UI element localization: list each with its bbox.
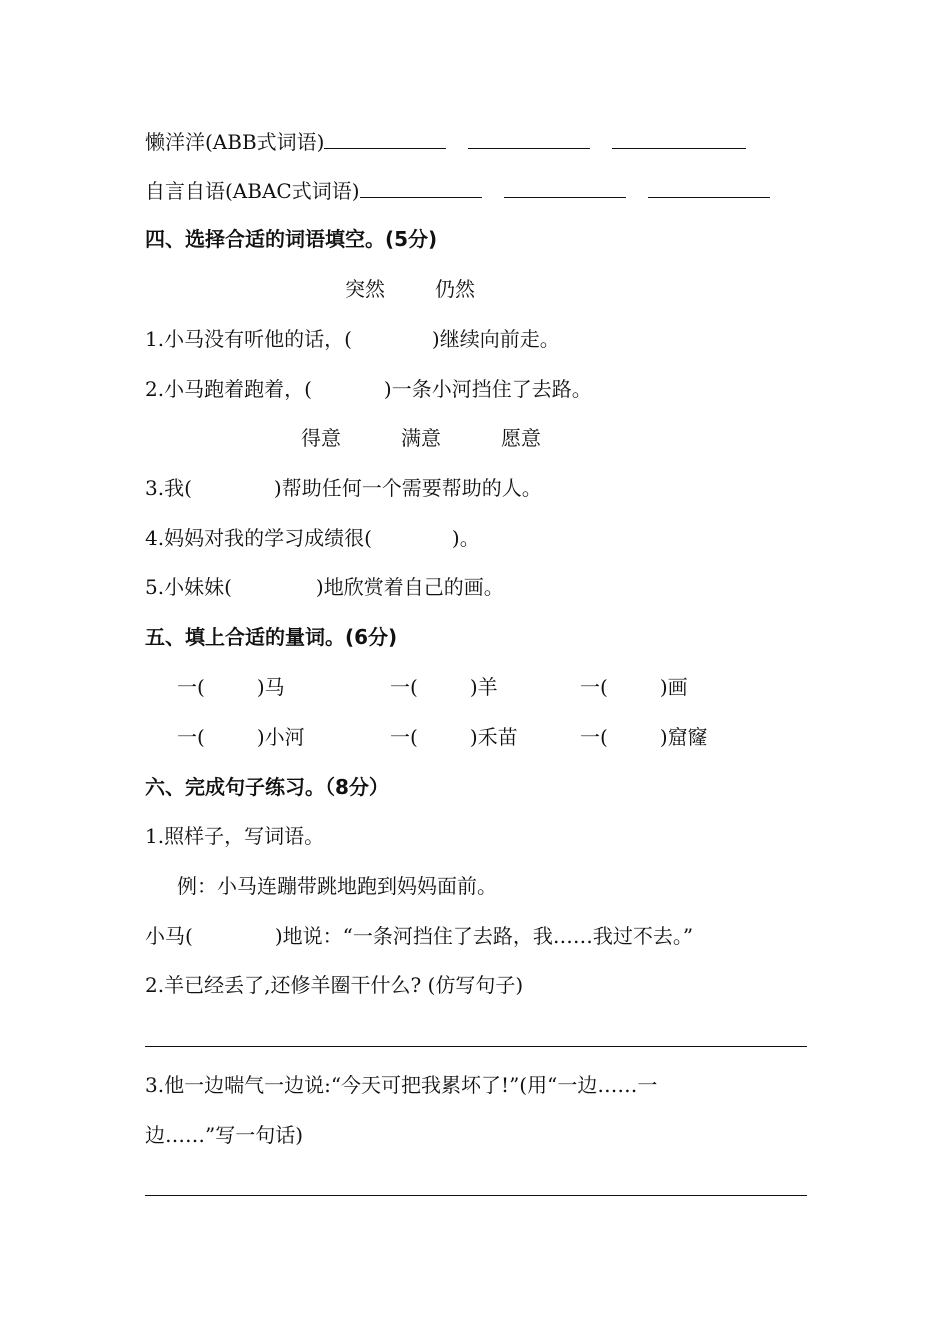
answer-blank[interactable] — [504, 175, 626, 198]
section6-q1-title: 1.照样子，写词语。 — [145, 824, 325, 848]
item-text: )小河 — [256, 725, 305, 749]
section6-q2: 2.羊已经丢了,还修羊圈干什么? (仿写句子) — [145, 973, 524, 997]
section6-q1-answer — [145, 921, 693, 951]
question-text: )。 — [451, 526, 480, 550]
question-text: 4.妈妈对我的学习成绩很( — [145, 526, 372, 550]
section6-q3-line2: 边……”写一句话) — [145, 1123, 304, 1147]
answer-blank[interactable] — [360, 175, 482, 198]
question-text: 2.小马跑着跑着，( — [145, 377, 312, 401]
measure-item — [177, 672, 285, 702]
word-option: 愿意 — [501, 426, 541, 450]
question-text: 3.我( — [145, 476, 192, 500]
word-option: 突然 — [345, 277, 385, 301]
measure-item — [580, 722, 708, 752]
section4-title: 四、选择合适的词语填空。(5分) — [145, 227, 438, 251]
answer-line[interactable] — [145, 1046, 807, 1047]
answer-blank[interactable] — [648, 175, 770, 198]
item-text: )马 — [256, 675, 285, 699]
section5-title: 五、填上合适的量词。(6分) — [145, 625, 398, 649]
question-text: )地欣赏着自己的画。 — [315, 575, 504, 599]
section6-q3-line1: 3.他一边喘气一边说:“今天可把我累坏了!”(用“一边……一 — [145, 1073, 658, 1097]
abac-label: 自言自语(ABAC式词语) — [145, 179, 360, 203]
question-text: 1.小马没有听他的话，( — [145, 327, 352, 351]
question-4 — [145, 523, 480, 553]
question-5 — [145, 572, 504, 602]
question-text: )继续向前走。 — [431, 327, 560, 351]
measure-item — [390, 722, 518, 752]
answer-blank[interactable] — [324, 126, 446, 149]
item-text: )禾苗 — [469, 725, 518, 749]
measure-item — [580, 672, 688, 702]
question-text: 5.小妹妹( — [145, 575, 232, 599]
question-text: )一条小河挡住了去路。 — [383, 377, 592, 401]
abb-label: 懒洋洋(ABB式词语) — [145, 130, 325, 154]
item-text: 一( — [390, 675, 418, 699]
section6-q1-example: 例：小马连蹦带跳地跑到妈妈面前。 — [177, 874, 497, 898]
abac-question — [145, 175, 770, 206]
item-text: 一( — [177, 725, 205, 749]
question-text: )地说：“一条河挡住了去路，我……我过不去。” — [274, 924, 694, 948]
answer-blank[interactable] — [468, 126, 590, 149]
measure-item — [177, 722, 305, 752]
word-option: 得意 — [301, 426, 341, 450]
item-text: )窟窿 — [659, 725, 708, 749]
question-text: )帮助任何一个需要帮助的人。 — [273, 476, 542, 500]
answer-line[interactable] — [145, 1195, 807, 1196]
item-text: 一( — [390, 725, 418, 749]
measure-item — [390, 672, 498, 702]
question-text: 小马( — [145, 924, 193, 948]
word-option: 满意 — [401, 426, 441, 450]
item-text: 一( — [580, 675, 608, 699]
question-3 — [145, 473, 542, 503]
item-text: )画 — [659, 675, 688, 699]
answer-blank[interactable] — [612, 126, 746, 149]
word-option: 仍然 — [435, 277, 475, 301]
section6-title: 六、完成句子练习。（8分） — [145, 775, 389, 799]
item-text: )羊 — [469, 675, 498, 699]
question-2 — [145, 374, 592, 404]
item-text: 一( — [580, 725, 608, 749]
item-text: 一( — [177, 675, 205, 699]
abb-question — [145, 126, 746, 157]
question-1 — [145, 324, 560, 354]
